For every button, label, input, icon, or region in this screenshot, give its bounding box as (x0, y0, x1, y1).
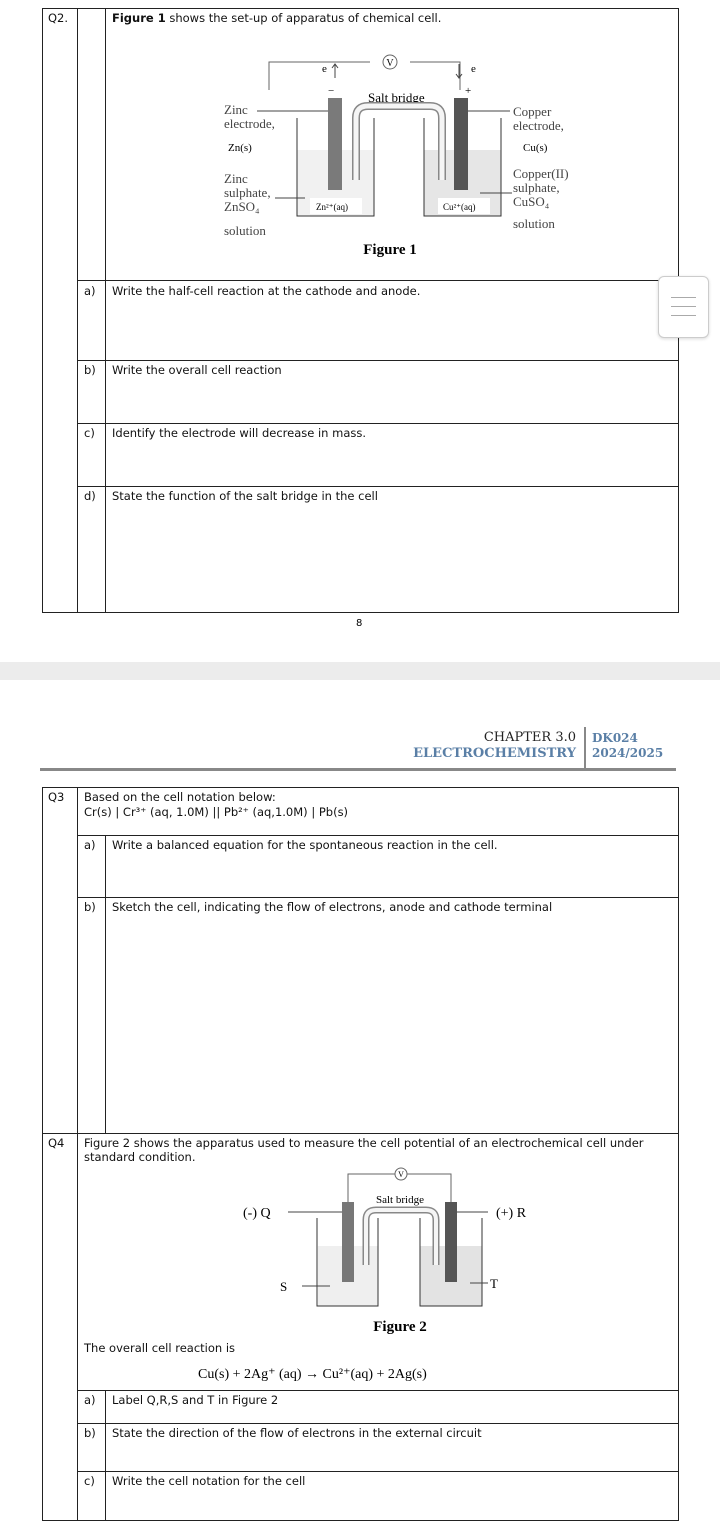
session: 2024/2025 (592, 746, 664, 760)
page-number: 8 (356, 618, 363, 629)
part-text: Identify the electrode will decrease in mass. (112, 426, 367, 440)
divider (77, 486, 679, 487)
copper-sulphate-label: Copper(II) (513, 166, 569, 181)
electrode-q (342, 1202, 354, 1282)
subject-title: ELECTROCHEMISTRY (413, 746, 576, 761)
positive-sign: + (465, 85, 472, 97)
reaction-intro: The overall cell reaction is (84, 1341, 236, 1355)
question-number: Q4 (48, 1136, 65, 1150)
copper-electrode-label: electrode, (513, 118, 564, 133)
question-intro (112, 11, 441, 25)
divider (77, 423, 679, 424)
header-rule (40, 768, 676, 771)
divider (77, 360, 679, 361)
salt-bridge-label: Salt bridge (376, 1194, 424, 1206)
zinc-ion-label: Zn²⁺(aq) (316, 202, 348, 212)
salt-bridge-label: Salt bridge (368, 90, 425, 105)
electrode-r (445, 1202, 457, 1282)
scroll-handle[interactable] (658, 276, 709, 338)
part-text: Label Q,R,S and T in Figure 2 (112, 1393, 279, 1407)
divider (105, 8, 106, 280)
zinc-sulphate-label: solution (224, 223, 266, 238)
figure-2-diagram (230, 1160, 560, 1340)
part-text: Write a balanced equation for the spontaneous reaction in the cell. (112, 838, 498, 852)
part-text: Sketch the cell, indicating the flow of electrons, anode and cathode terminal (112, 900, 553, 914)
divider (77, 8, 78, 613)
divider (105, 280, 106, 613)
negative-sign: − (328, 85, 335, 97)
divider (77, 1471, 679, 1472)
divider (105, 1390, 106, 1521)
zinc-sulphate-label: ZnSO₄ (224, 199, 260, 214)
part-text: Write the overall cell reaction (112, 363, 282, 377)
part-label: a) (84, 1393, 96, 1407)
zinc-sulphate-label: sulphate, (224, 185, 271, 200)
divider (77, 1390, 679, 1391)
figure-ref: Figure 1 (112, 11, 166, 25)
part-label: b) (84, 363, 96, 377)
divider (77, 1423, 679, 1424)
cell-notation: Cr(s) | Cr³⁺ (aq, 1.0M) || Pb²⁺ (aq,1.0M) | Pb(s) (84, 805, 349, 819)
page-gap (0, 662, 720, 680)
part-label: a) (84, 284, 96, 298)
divider (77, 897, 679, 898)
part-text: Write the cell notation for the cell (112, 1474, 306, 1488)
zinc-electrode-label: electrode, (224, 116, 275, 131)
copper-sulphate-label: CuSO₄ (513, 194, 550, 209)
chapter-title: CHAPTER 3.0 (483, 730, 576, 745)
divider (105, 835, 106, 1133)
label-q: (-) Q (243, 1206, 271, 1221)
electron-label: e (322, 63, 327, 75)
divider (42, 1133, 679, 1134)
part-label: c) (84, 1474, 95, 1488)
cell-reaction-equation: Cu(s) + 2Ag⁺ (aq) → Cu²⁺(aq) + 2Ag(s) (198, 1367, 427, 1382)
arrow-up-icon (332, 64, 338, 78)
part-label: b) (84, 900, 96, 914)
question-intro: Figure 2 shows the apparatus used to measure the cell potential of an electrochemical cell under standard condition. (84, 1136, 644, 1164)
copper-electrode (454, 98, 468, 190)
question-number: Q3 (48, 790, 65, 804)
question-intro: Based on the cell notation below: (84, 790, 276, 804)
part-text: State the direction of the flow of electrons in the external circuit (112, 1426, 482, 1440)
zn-s-label: Zn(s) (228, 142, 252, 154)
zinc-electrode (328, 98, 342, 190)
divider (77, 280, 679, 281)
divider (584, 727, 586, 769)
part-text: Write the half-cell reaction at the cathode and anode. (112, 284, 421, 298)
divider (77, 835, 679, 836)
copper-sulphate-label: solution (513, 216, 555, 231)
intro-text: shows the set-up of apparatus of chemical cell. (165, 11, 442, 25)
arrow-down-icon (456, 64, 462, 78)
part-label: c) (84, 426, 95, 440)
figure-caption: Figure 1 (363, 242, 417, 258)
voltmeter-label: V (398, 1170, 404, 1179)
part-label: b) (84, 1426, 96, 1440)
label-s: S (280, 1279, 288, 1294)
figure-1-diagram (200, 50, 580, 260)
question-number: Q2. (48, 11, 69, 25)
course-code: DK024 (592, 731, 638, 745)
part-label: d) (84, 489, 96, 503)
copper-sulphate-label: sulphate, (513, 180, 560, 195)
copper-electrode-label: Copper (513, 104, 552, 119)
label-r: (+) R (496, 1206, 527, 1221)
zinc-sulphate-label: Zinc (224, 171, 248, 186)
label-t: T (490, 1276, 498, 1291)
cu-s-label: Cu(s) (523, 142, 548, 154)
figure-caption: Figure 2 (373, 1319, 427, 1335)
copper-ion-label: Cu²⁺(aq) (443, 202, 476, 212)
part-label: a) (84, 838, 96, 852)
zinc-electrode-label: Zinc (224, 102, 248, 117)
voltmeter-label: V (386, 58, 394, 69)
part-text: State the function of the salt bridge in the cell (112, 489, 378, 503)
electron-label: e (471, 63, 476, 75)
